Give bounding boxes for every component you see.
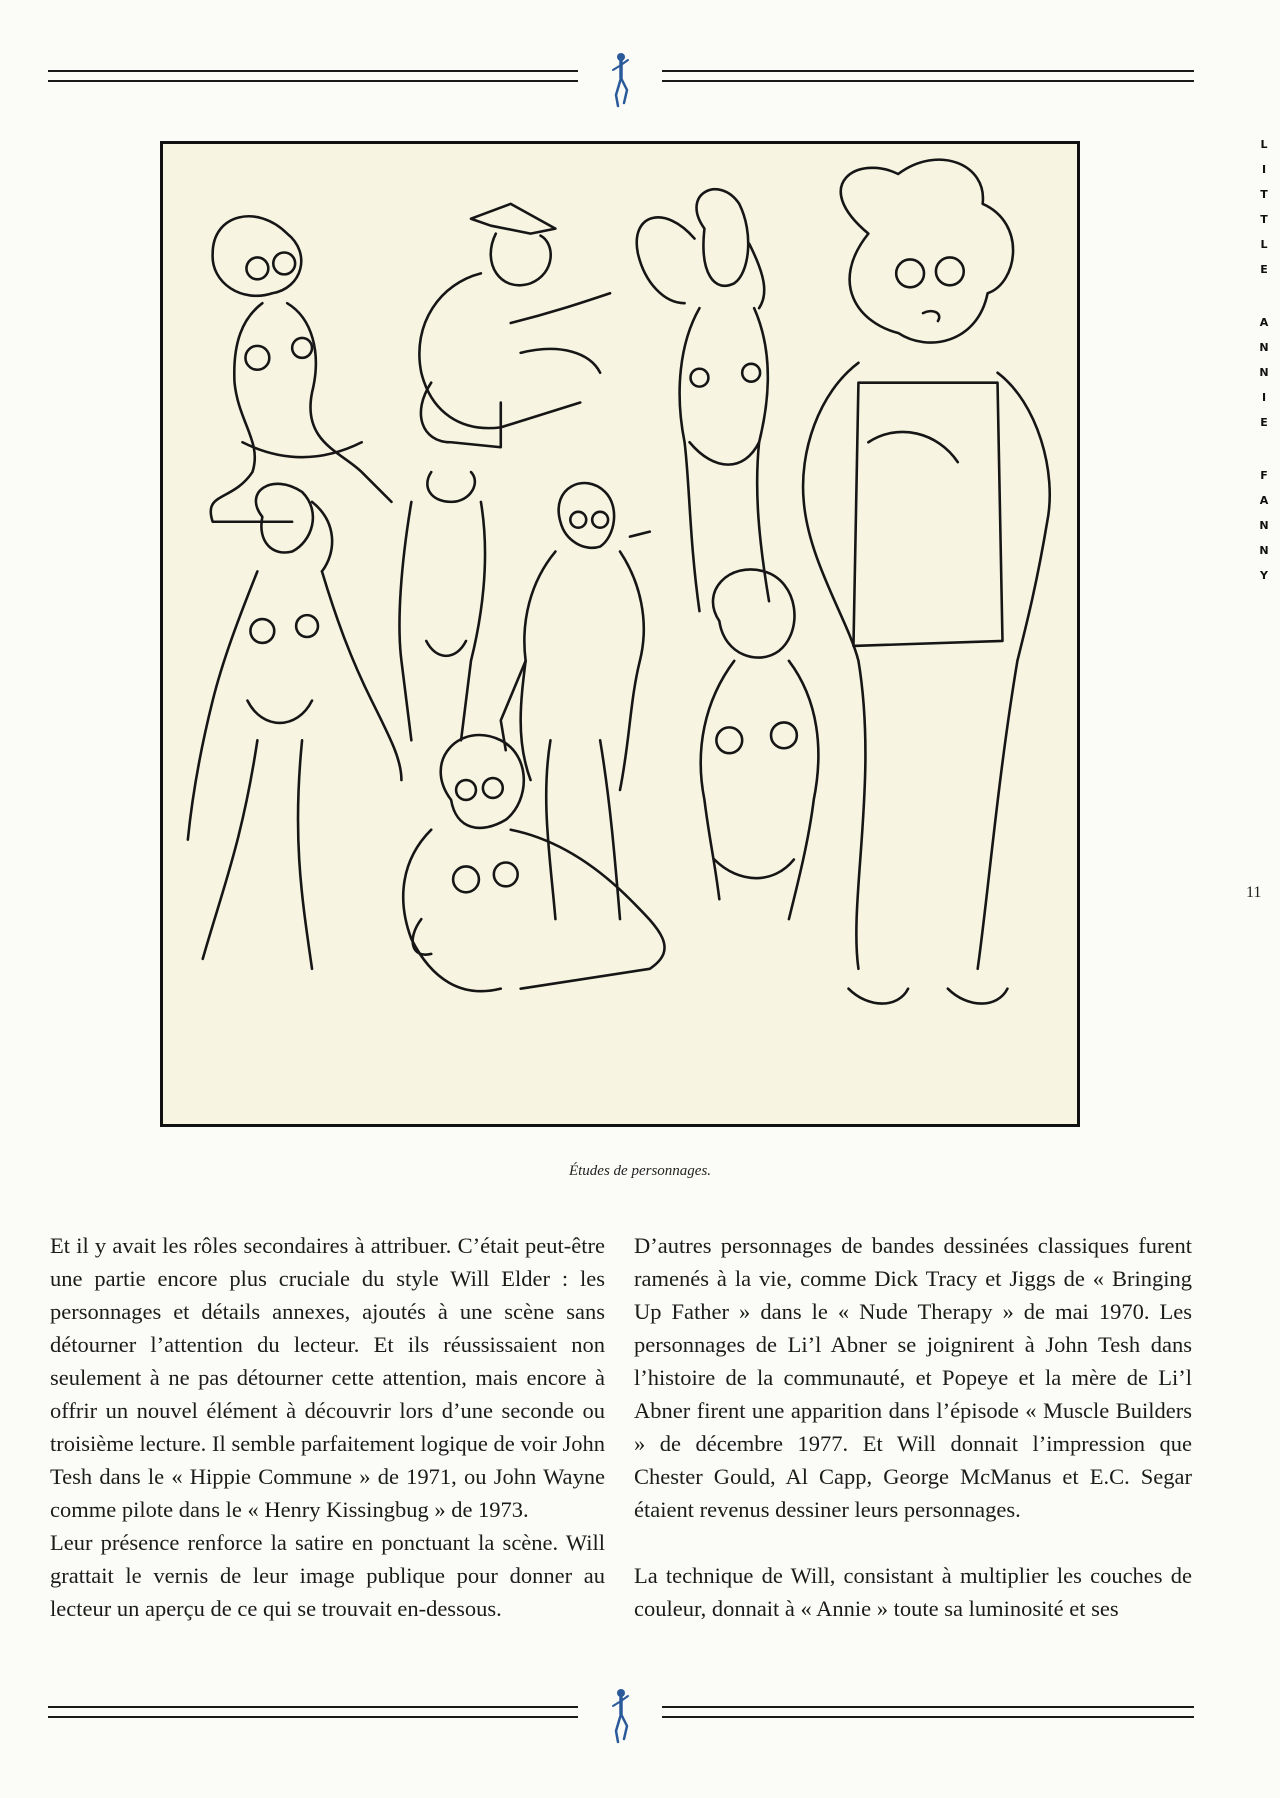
sketch-figure (160, 141, 1080, 1127)
sketch-crouching-man (419, 204, 610, 447)
character-sketch-studies (163, 144, 1077, 1124)
running-woman-icon (609, 50, 633, 108)
sketch-kneeling-woman (211, 216, 392, 521)
body-column-left (50, 1229, 605, 1625)
sketch-standing-woman (637, 189, 769, 611)
side-title (1257, 132, 1271, 588)
figure-caption: Études de personnages. (568, 1163, 712, 1179)
side-title-letter: E (1260, 416, 1268, 429)
paragraph: Leur présence renforce la satire en ponctuant la scène. Will grattait le vernis de leur image publique pour donner au lecteur un aperçu de ce qui se trouvait en-dessous. (50, 1530, 605, 1621)
sketch-walking-man (501, 483, 650, 919)
sketch-reclining-woman (403, 735, 664, 991)
side-title-letter (1257, 435, 1271, 463)
side-title-letter: N (1259, 544, 1269, 557)
side-title-letter: T (1260, 188, 1268, 201)
paragraph: Et il y avait les rôles secondaires à attribuer. C’était peut-être une partie encore plus cruciale du style Will Elder : les personnages et détails annexes, ajoutés à une scène sans détourner l’attention du lecteur. Et ils réussissaient non seulement à ne pas détourner cette attention, mais encore à offrir un nouvel élément à découvrir lors d’une seconde ou troisième lecture. Il semble parfaitement logique de voir John Tesh dans le « Hippie Commune » de 1971, ou John Wayne comme pilote dans le « Henry Kissingbug » de 1973. (50, 1233, 605, 1522)
page-number: 11 (1246, 884, 1262, 901)
paragraph: La technique de Will, consistant à multiplier les couches de couleur, donnait à « Annie » toute sa luminosité et ses (634, 1563, 1192, 1621)
side-title-letter: T (1260, 213, 1268, 226)
footer-rule-right (662, 1706, 1194, 1726)
side-title-letter: N (1259, 341, 1269, 354)
footer-rule (48, 1706, 578, 1726)
side-title-letter: E (1260, 263, 1268, 276)
header-rule-right (662, 70, 1194, 90)
side-title-letter: F (1260, 469, 1268, 482)
side-title-letter: Y (1260, 569, 1268, 582)
side-title-letter: A (1259, 316, 1269, 329)
side-title-letter: L (1260, 238, 1268, 251)
side-title-letter: I (1261, 391, 1267, 404)
side-title-letter: I (1261, 163, 1267, 176)
body-column-right (634, 1229, 1192, 1625)
paragraph: D’autres personnages de bandes dessinées classiques furent ramenés à la vie, comme Dick Tracy et Jiggs de « Bringing Up Father » dans le « Nude Therapy » de mai 1970. Les personnages de Li’l Abner se joignirent à John Tesh dans l’histoire de la communauté, et Popeye et la mère de Li’l Abner firent une apparition dans l’épisode « Muscle Builders » de décembre 1977. Et Will donnait l’impression que Chester Gould, Al Capp, George McManus et E.C. Segar étaient revenus dessiner leurs personnages. (634, 1233, 1192, 1522)
running-woman-icon (609, 1686, 633, 1744)
side-title-letter (1257, 282, 1271, 310)
sketch-torso (399, 472, 485, 740)
sketch-nude-woman (188, 484, 402, 969)
side-title-letter: L (1260, 138, 1268, 151)
side-title-letter: A (1259, 494, 1269, 507)
side-title-letter: N (1259, 519, 1269, 532)
sketch-towel-woman (803, 160, 1050, 1004)
sketch-clutching-woman (701, 569, 819, 919)
side-title-letter: N (1259, 366, 1269, 379)
header-rule (48, 70, 578, 90)
